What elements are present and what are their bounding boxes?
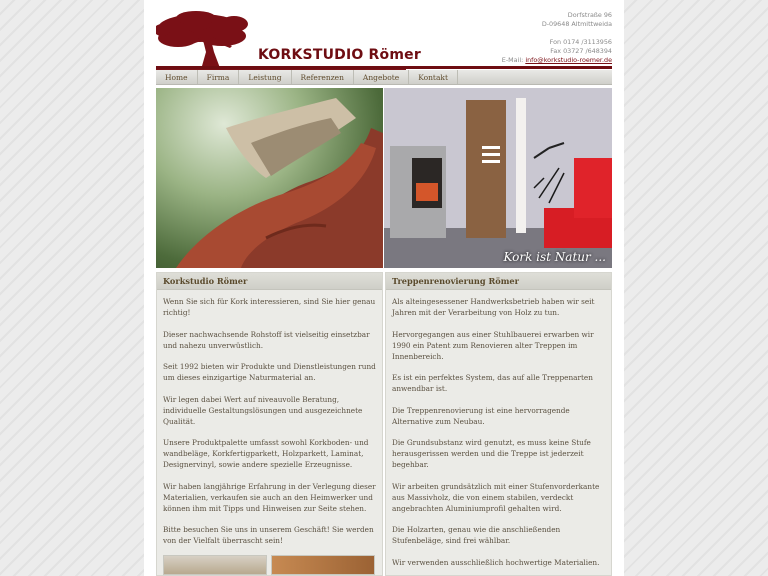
treppen-paragraph: Es ist ein perfektes System, das auf alle Treppenarten anwendbar ist. (392, 373, 593, 393)
treppen-column (385, 272, 612, 576)
nav-referenzen[interactable]: Referenzen (292, 70, 354, 84)
interior-stove-image (384, 88, 613, 268)
main-nav (156, 70, 612, 85)
korkstudio-paragraph: Seit 1992 bieten wir Produkte und Dienstleistungen rund um dieses einzigartige Naturmaterial an. (163, 362, 376, 382)
address-phone: Fon 0174 /3113956 (549, 38, 612, 46)
address-block (412, 11, 612, 65)
nav-angebote[interactable]: Angebote (354, 70, 409, 84)
address-street: Dorfstraße 96 (567, 11, 612, 19)
korkstudio-paragraph: Unsere Produktpalette umfasst sowohl Korkboden- und wandbeläge, Korkfertigparkett, Holzparkett, Laminat, Designervinyl, sowie andere spezielle Erzeugnisse. (163, 438, 369, 469)
korkstudio-heading: Korkstudio Römer (157, 273, 382, 290)
treppen-heading: Treppenrenovierung Römer (386, 273, 611, 290)
treppen-paragraph: Hervorgegangen aus einer Stuhlbauerei erwarben wir 1990 ein Patent zum Renovieren alter Treppen im Innenbereich. (392, 329, 594, 361)
treppen-paragraph: Als alteingesessener Handwerksbetrieb haben wir seit Jahren mit der Verarbeitung von Holz zu tun. (392, 297, 595, 317)
korkstudio-paragraph: Dieser nachwachsende Rohstoff ist vielseitig einsetzbar und nahezu unverwüstlich. (163, 329, 370, 350)
korkstudio-paragraph: Bitte besuchen Sie uns in unserem Geschäft! Sie werden von der Vielfalt überrascht sein! (163, 525, 374, 545)
brand-name: KORKSTUDIO Römer (258, 47, 421, 63)
address-city: D-09648 Altmittweida (541, 20, 612, 28)
nav-home[interactable]: Home (156, 70, 198, 84)
korkstudio-paragraph: Wenn Sie sich für Kork interessieren, sind Sie hier genau richtig! (163, 297, 376, 317)
treppen-paragraph: Die Treppenrenovierung ist eine hervorragende Alternative zum Neubau. (392, 405, 570, 426)
header-divider (156, 66, 612, 69)
nav-leistung[interactable]: Leistung (239, 70, 291, 84)
content-columns (156, 272, 612, 576)
korkstudio-column (156, 272, 383, 576)
treppen-paragraph: Die Grundsubstanz wird genutzt, es muss keine Stufe herausgerissen werden und die Treppe ist jederzeit begehbar. (392, 438, 591, 469)
korkstudio-paragraph: Wir legen dabei Wert auf niveauvolle Beratung, individuelle Gestaltungslösungen und ausgezeichnete Qualität. (163, 394, 363, 426)
hero-banner (156, 88, 612, 268)
address-email-row (412, 56, 612, 65)
email-link[interactable]: info@korkstudio-roemer.de (525, 56, 612, 64)
thumbnail-image (271, 555, 375, 575)
address-fax: Fax 03727 /648394 (550, 47, 612, 55)
hero-caption: Kork ist Natur ... (503, 250, 606, 264)
treppen-paragraph: Wir verwenden ausschließlich hochwertige Materialien. (392, 557, 600, 567)
nav-kontakt[interactable]: Kontakt (409, 70, 458, 84)
page (144, 0, 624, 576)
thumbnail-image (163, 555, 267, 575)
nav-firma[interactable]: Firma (198, 70, 240, 84)
cork-tree-image (156, 88, 383, 268)
treppen-paragraph: Wir arbeiten grundsätzlich mit einer Stufenvorderkante aus Massivholz, die von einem stabilen, verdeckt angebrachten Aluminiumprofil gehalten wird. (392, 481, 600, 513)
email-label: E-Mail: (501, 56, 524, 64)
treppen-paragraph: Die Holzarten, genau wie die anschließenden Stufenbeläge, sind frei wählbar. (392, 525, 561, 545)
korkstudio-paragraph: Wir haben langjährige Erfahrung in der Verlegung dieser Materialien, verkaufen sie auch an den Heimwerker und können ihm mit Tipps und Hinweisen zur Seite stehen. (163, 481, 376, 513)
thumbnail-row (163, 555, 376, 575)
